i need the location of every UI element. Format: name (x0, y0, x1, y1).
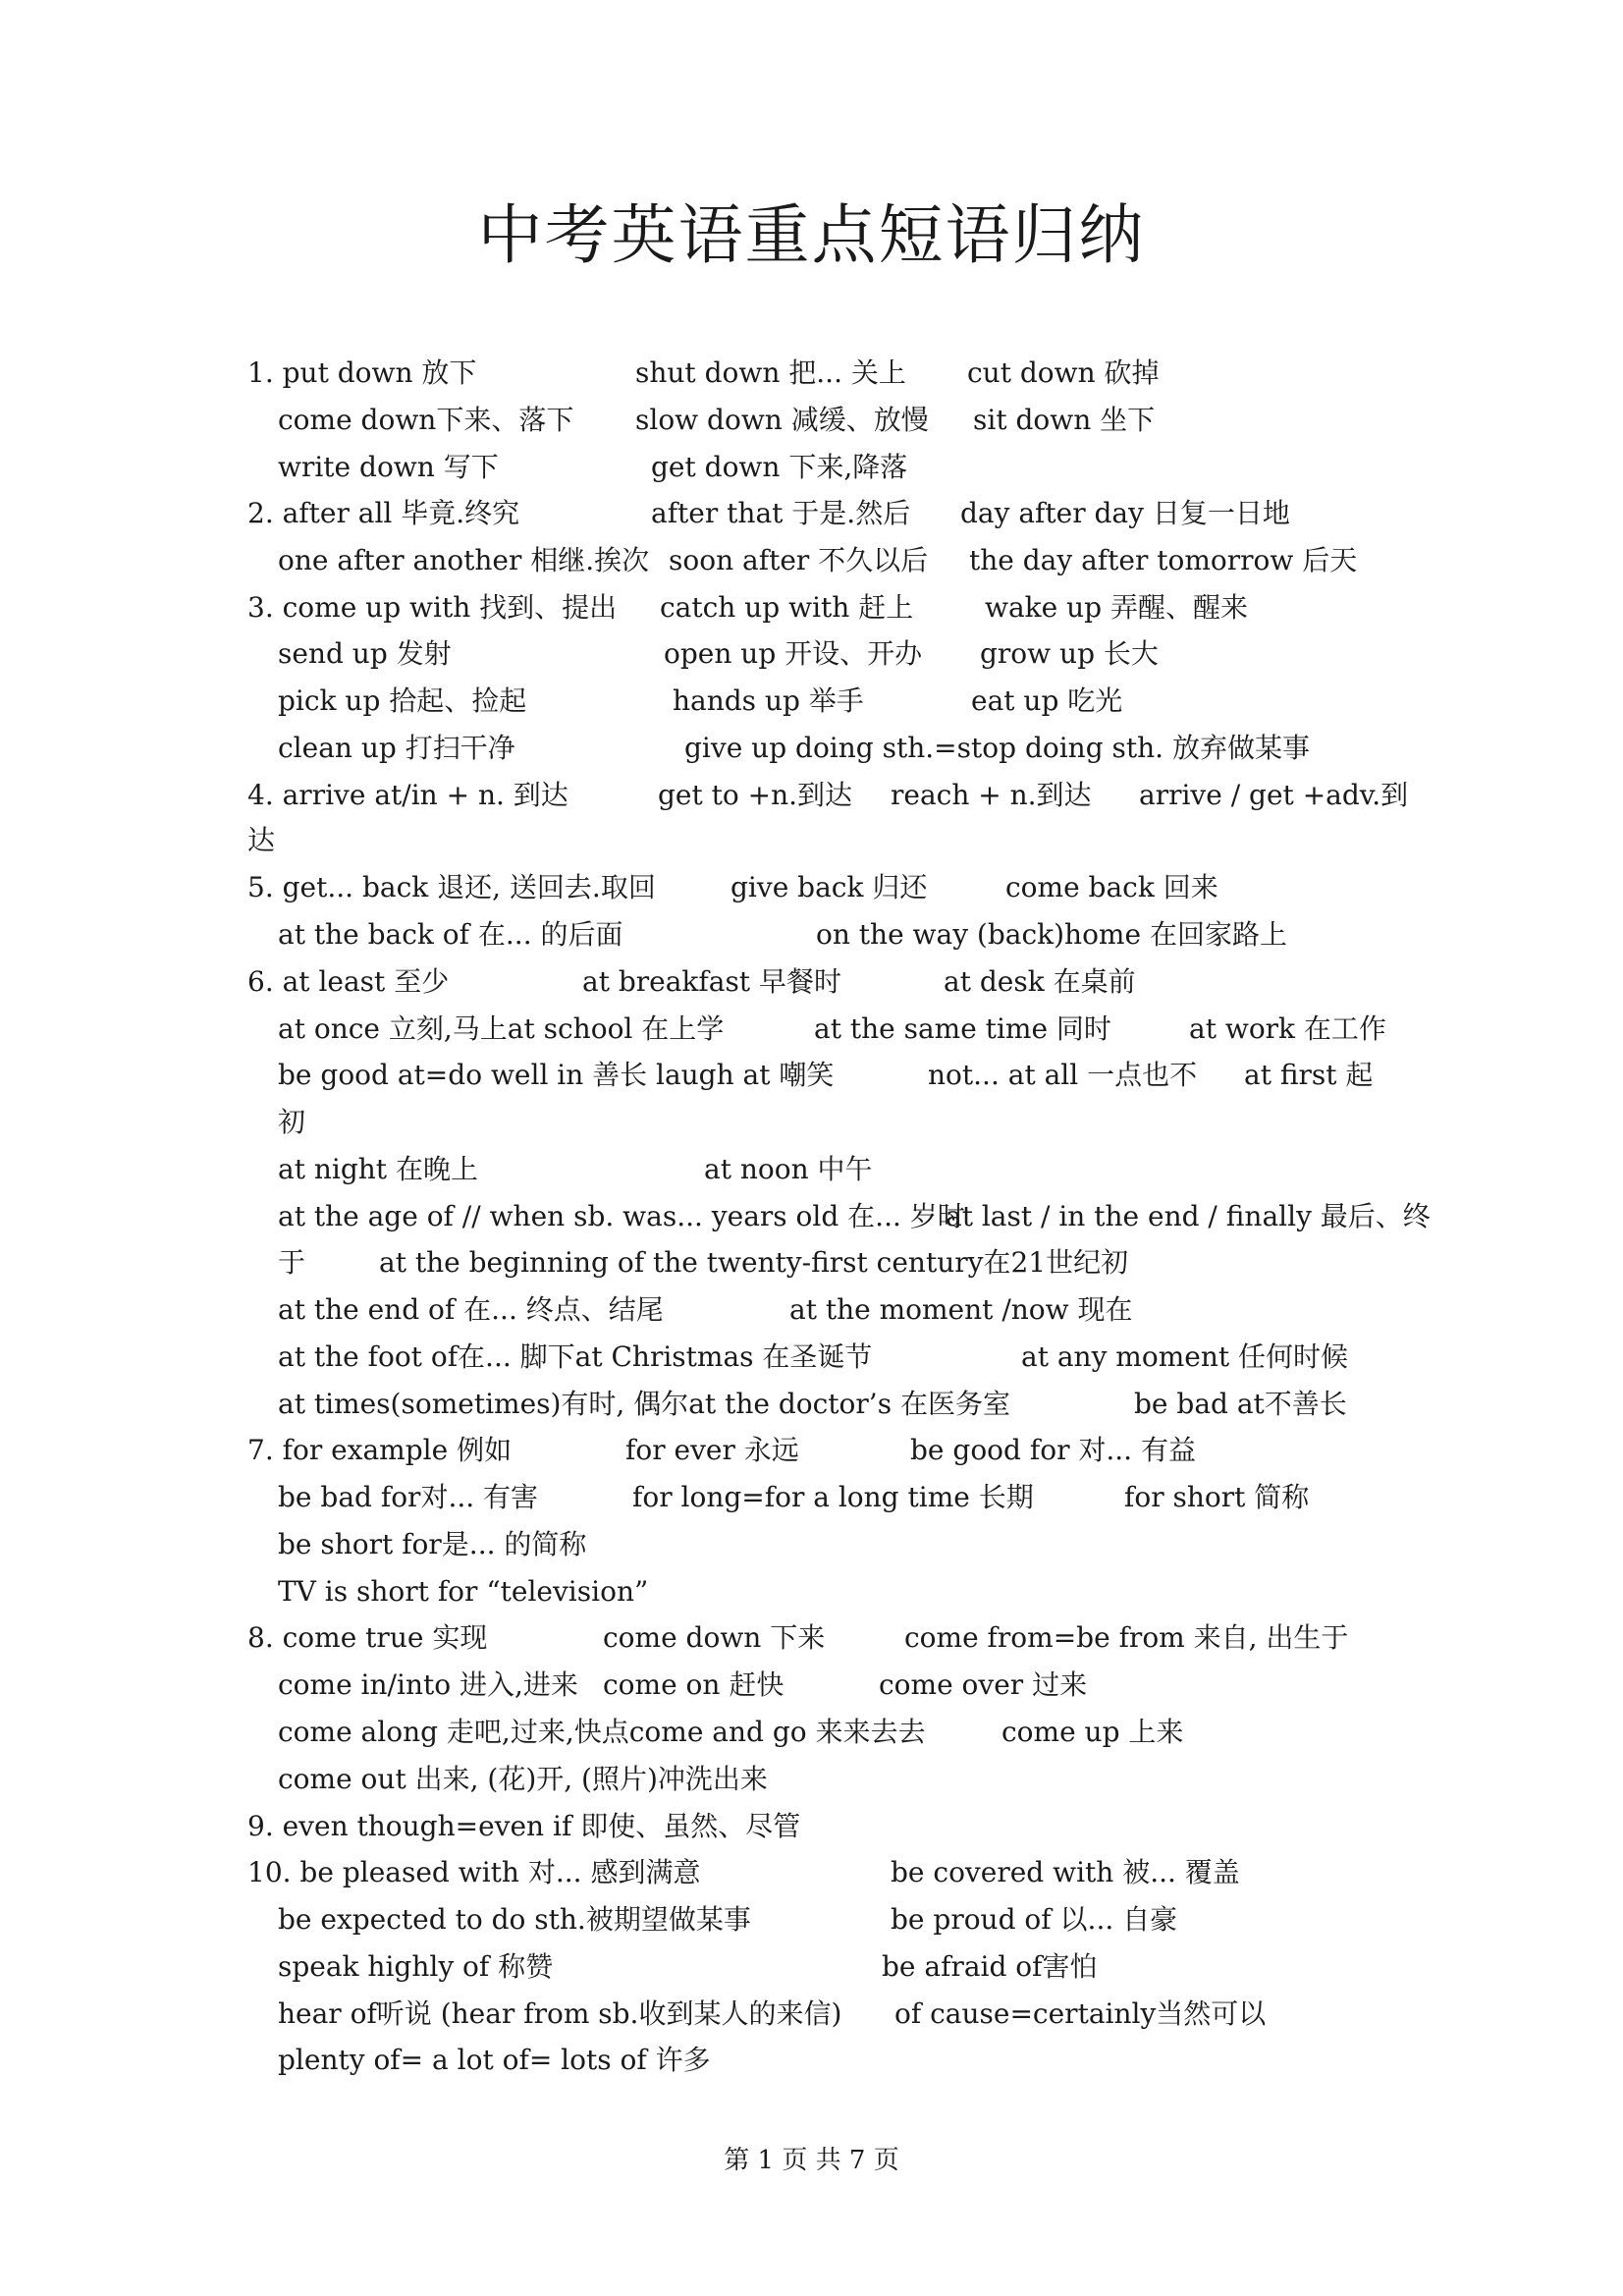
phrase-entry: wake up 弄醒、醒来 (985, 591, 1248, 624)
phrase-entry: catch up with 赶上 (660, 591, 914, 624)
phrase-line (0, 444, 1623, 491)
phrase-line (0, 1427, 1623, 1474)
phrase-entry: at the foot of在... 脚下at Christmas 在圣诞节 (278, 1340, 873, 1373)
phrase-line (0, 1193, 1623, 1240)
phrase-entry: TV is short for “television” (278, 1575, 649, 1608)
phrase-entry: not... at all 一点也不 (928, 1059, 1198, 1091)
phrase-entry: for short 简称 (1124, 1481, 1310, 1513)
phrase-line (0, 1146, 1623, 1193)
phrase-entry: be good for 对... 有益 (910, 1434, 1196, 1466)
phrase-line (0, 1991, 1623, 2038)
phrase-entry: 10. be pleased with 对... 感到满意 (247, 1856, 701, 1888)
phrase-entry: come back 回来 (1005, 871, 1218, 903)
phrase-entry: 8. come true 实现 (247, 1621, 488, 1654)
phrase-entry: at the back of 在... 的后面 (278, 918, 623, 951)
phrase-line (0, 911, 1623, 958)
phrase-entry: come in/into 进入,进来 (278, 1668, 578, 1701)
phrase-line (0, 958, 1623, 1006)
phrase-entry: arrive / get +adv.到 (1139, 779, 1409, 811)
page-footer: 第 1 页 共 7 页 (724, 2146, 899, 2175)
phrase-line (0, 678, 1623, 725)
phrase-entry: at the beginning of the twenty-first century在21世纪初 (379, 1246, 1129, 1279)
phrase-entry: for long=for a long time 长期 (632, 1481, 1034, 1513)
phrase-entry: at breakfast 早餐时 (582, 965, 841, 998)
phrase-entry: give back 归还 (730, 871, 928, 903)
phrase-entry: 初 (278, 1106, 306, 1138)
phrase-entry: hands up 举手 (673, 684, 864, 717)
phrase-entry: cut down 砍掉 (967, 356, 1160, 389)
phrase-line (0, 1614, 1623, 1662)
phrase-entry: at the age of // when sb. was... years old 在... 岁时 (278, 1200, 965, 1232)
phrase-line (0, 1286, 1623, 1334)
phrase-entry: come out 出来, (花)开, (照片)冲洗出来 (278, 1763, 768, 1795)
phrase-line (0, 1803, 1623, 1850)
phrase-line (0, 1474, 1623, 1521)
phrase-line (0, 397, 1623, 444)
phrase-line (0, 1896, 1623, 1943)
phrase-entry: be bad for对... 有害 (278, 1481, 539, 1513)
phrase-entry: be proud of 以... 自豪 (891, 1903, 1178, 1936)
phrase-entry: at work 在工作 (1189, 1012, 1386, 1045)
phrase-entry: shut down 把... 关上 (635, 356, 906, 389)
phrase-entry: eat up 吃光 (971, 684, 1123, 717)
phrase-entry: 5. get... back 退还, 送回去.取回 (247, 871, 656, 903)
phrase-entry: slow down 减缓、放慢 (635, 404, 929, 436)
phrase-entry: laugh at 嘲笑 (656, 1059, 835, 1091)
phrase-entry: send up 发射 (278, 637, 452, 670)
phrase-entry: 达 (247, 824, 276, 856)
phrase-entry: 于 (278, 1246, 306, 1279)
phrase-entry: grow up 长大 (980, 637, 1159, 670)
phrase-entry: 1. put down 放下 (247, 356, 477, 389)
phrase-entry: at desk 在桌前 (944, 965, 1136, 998)
phrase-entry: at first 起 (1244, 1059, 1374, 1091)
phrase-line (0, 537, 1623, 584)
phrase-line (0, 1099, 1623, 1146)
phrase-entry: on the way (back)home 在回家路上 (816, 918, 1287, 951)
phrase-entry: come on 赶快 (603, 1668, 784, 1701)
phrase-entry: soon after 不久以后 (669, 544, 929, 576)
phrase-line (0, 1334, 1623, 1381)
phrase-line (0, 864, 1623, 911)
phrase-entry: get down 下来,降落 (651, 451, 908, 483)
phrase-entry: be afraid of害怕 (882, 1950, 1098, 1983)
phrase-entry: 2. after all 毕竟.终究 (247, 497, 520, 529)
phrase-entry: at noon 中午 (704, 1153, 873, 1185)
phrase-entry: 6. at least 至少 (247, 965, 450, 998)
phrase-entry: 9. even though=even if 即使、虽然、尽管 (247, 1810, 801, 1842)
phrase-entry: 7. for example 例如 (247, 1434, 513, 1466)
phrase-entry: be expected to do sth.被期望做某事 (278, 1903, 751, 1936)
phrase-line (0, 1381, 1623, 1428)
phrase-entry: be bad at不善长 (1134, 1388, 1347, 1420)
phrase-entry: pick up 拾起、捡起 (278, 684, 527, 717)
phrase-entry: at the moment /now 现在 (789, 1293, 1133, 1326)
phrase-entry: reach + n.到达 (891, 779, 1092, 811)
page-title: 中考英语重点短语归纳 (477, 197, 1146, 273)
phrase-line (0, 490, 1623, 537)
phrase-entry: clean up 打扫干净 (278, 732, 515, 764)
phrase-entry: speak highly of 称赞 (278, 1950, 554, 1983)
phrase-entry: be good at=do well in 善长 (278, 1059, 648, 1091)
phrase-line (0, 1521, 1623, 1568)
phrase-entry: come down下来、落下 (278, 404, 574, 436)
phrase-line (0, 772, 1623, 819)
phrase-entry: plenty of= a lot of= lots of 许多 (278, 2044, 711, 2076)
phrase-entry: at the end of 在... 终点、结尾 (278, 1293, 664, 1326)
phrase-entry: at any moment 任何时候 (1021, 1340, 1349, 1373)
phrase-entry: of cause=certainly当然可以 (894, 1997, 1267, 2030)
phrase-line (0, 1943, 1623, 1991)
phrase-entry: sit down 坐下 (973, 404, 1156, 436)
phrase-line (0, 1568, 1623, 1615)
phrase-line (0, 1052, 1623, 1099)
phrase-entry: come up 上来 (1001, 1716, 1184, 1748)
phrase-entry: be short for是... 的简称 (278, 1528, 587, 1560)
phrase-entry: at times(sometimes)有时, 偶尔at the doctor’s 在医务室 (278, 1388, 1010, 1420)
phrase-line (0, 1756, 1623, 1803)
phrase-entry: come from=be from 来自, 出生于 (904, 1621, 1349, 1654)
phrase-entry: 3. come up with 找到、提出 (247, 591, 618, 624)
phrase-entry: open up 开设、开办 (664, 637, 923, 670)
phrase-entry: come over 过来 (879, 1668, 1088, 1701)
phrase-line (0, 1849, 1623, 1896)
phrase-entry: at last / in the end / finally 最后、终 (946, 1200, 1431, 1232)
phrase-entry: at night 在晚上 (278, 1153, 478, 1185)
phrase-entry: get to +n.到达 (658, 779, 853, 811)
phrase-entry: give up doing sth.=stop doing sth. 放弃做某事 (684, 732, 1310, 764)
phrase-entry: write down 写下 (278, 451, 499, 483)
phrase-entry: one after another 相继.挨次 (278, 544, 650, 576)
phrase-line (0, 1709, 1623, 1756)
phrase-entry: the day after tomorrow 后天 (969, 544, 1358, 576)
phrase-entry: for ever 永远 (625, 1434, 799, 1466)
phrase-entry: after that 于是.然后 (651, 497, 911, 529)
phrase-entry: come along 走吧,过来,快点come and go 来来去去 (278, 1716, 926, 1748)
phrase-entry: at the same time 同时 (814, 1012, 1111, 1045)
phrase-entry: day after day 日复一日地 (960, 497, 1290, 529)
phrase-entry: 4. arrive at/in + n. 到达 (247, 779, 568, 811)
phrase-line (0, 2037, 1623, 2084)
phrase-line (0, 725, 1623, 772)
phrase-entry: hear of听说 (hear from sb.收到某人的来信) (278, 1997, 842, 2030)
phrase-line (0, 630, 1623, 678)
phrase-line (0, 584, 1623, 631)
phrase-line (0, 817, 1623, 864)
phrase-entry: be covered with 被... 覆盖 (891, 1856, 1240, 1888)
phrase-line (0, 1239, 1623, 1286)
phrase-line (0, 350, 1623, 397)
phrase-entry: at once 立刻,马上at school 在上学 (278, 1012, 725, 1045)
phrase-entry: come down 下来 (603, 1621, 826, 1654)
phrase-line (0, 1662, 1623, 1709)
phrase-line (0, 1006, 1623, 1053)
